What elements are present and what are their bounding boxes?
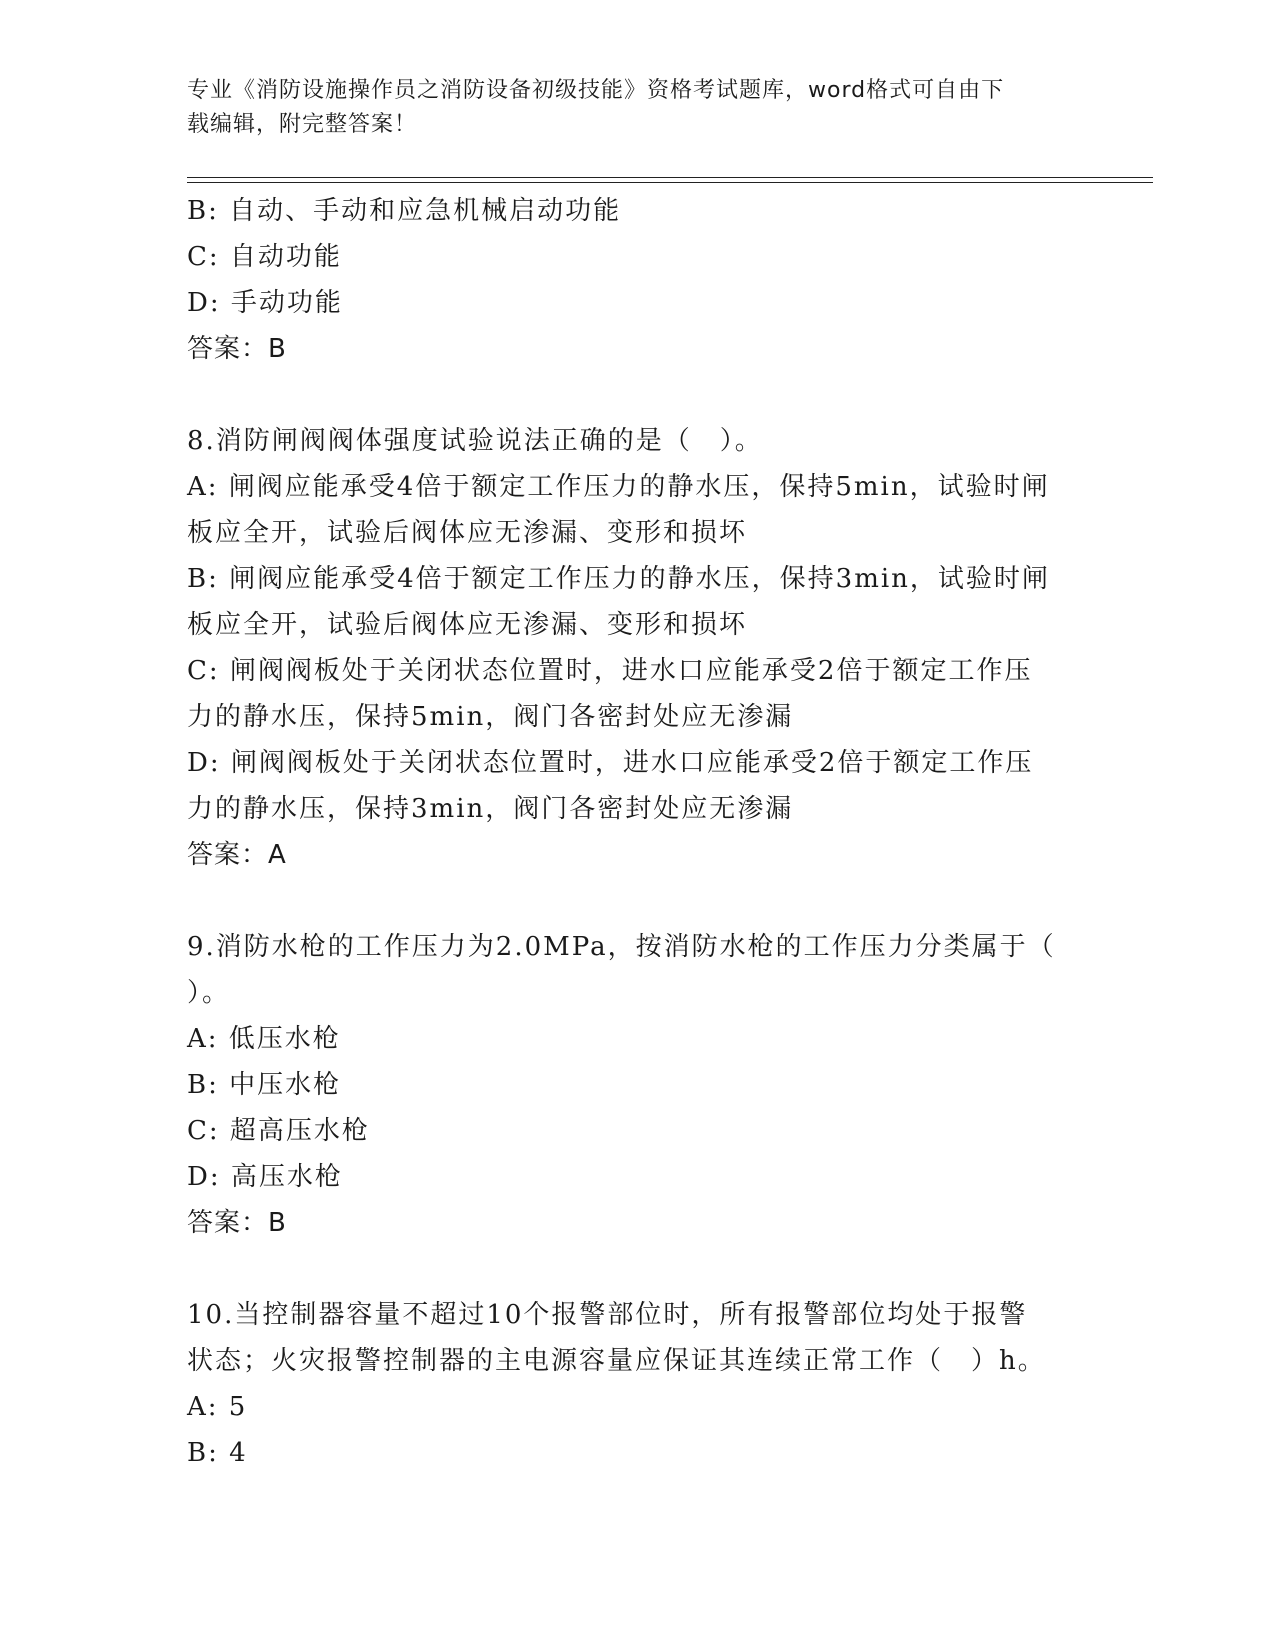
question-10 [187,1292,1087,1476]
q10-option-b: B: 4 [187,1438,248,1468]
q9-answer: 答案：B [187,1208,287,1238]
header-line-2: 载编辑，附完整答案！ [187,112,418,137]
q8-option-c-line-1: C: 闸阀阀板处于关闭状态位置时，进水口应能承受2倍于额定工作压 [187,656,1033,686]
q9-option-b: B: 中压水枪 [187,1070,342,1100]
q8-question: 8.消防闸阀阀体强度试验说法正确的是（ ）。 [187,426,763,456]
q10-option-a: A: 5 [187,1392,248,1422]
q10-question-line-1: 10.当控制器容量不超过10个报警部位时，所有报警部位均处于报警 [187,1300,1028,1330]
question-content [187,188,1087,1476]
question-9 [187,924,1087,1246]
q8-option-d-line-1: D: 闸阀阀板处于关闭状态位置时，进水口应能承受2倍于额定工作压 [187,748,1034,778]
q8-option-d-line-2: 力的静水压，保持3min，阀门各密封处应无渗漏 [187,794,794,824]
header-divider-top [187,177,1153,178]
header-divider-bottom [187,182,1153,183]
q10-question-line-2: 状态；火灾报警控制器的主电源容量应保证其连续正常工作（ ）h。 [187,1346,1046,1376]
q9-question-line-2: ）。 [187,978,231,1008]
q9-option-a: A: 低压水枪 [187,1024,341,1054]
q9-question-line-1: 9.消防水枪的工作压力为2.0MPa，按消防水枪的工作压力分类属于（ [187,932,1056,962]
spacer [187,878,1087,924]
q9-option-d: D: 高压水枪 [187,1162,343,1192]
question-8 [187,418,1087,878]
document-header [187,74,1067,142]
q8-option-a-line-2: 板应全开，试验后阀体应无渗漏、变形和损坏 [187,518,748,548]
question-7-tail [187,188,1087,372]
q9-option-c: C: 超高压水枪 [187,1116,370,1146]
header-line-1: 专业《消防设施操作员之消防设备初级技能》资格考试题库，word格式可自由下 [187,78,1005,103]
q8-option-b-line-2: 板应全开，试验后阀体应无渗漏、变形和损坏 [187,610,748,640]
spacer [187,372,1087,418]
q8-option-b-line-1: B: 闸阀应能承受4倍于额定工作压力的静水压，保持3min，试验时闸 [187,564,1050,594]
q7-option-c: C: 自动功能 [187,242,342,272]
q7-option-d: D: 手动功能 [187,288,343,318]
q8-option-c-line-2: 力的静水压，保持5min，阀门各密封处应无渗漏 [187,702,794,732]
q7-option-b: B: 自动、手动和应急机械启动功能 [187,196,622,226]
q8-option-a-line-1: A: 闸阀应能承受4倍于额定工作压力的静水压，保持5min，试验时闸 [187,472,1050,502]
spacer [187,1246,1087,1292]
q8-answer: 答案：A [187,840,287,870]
q7-answer: 答案：B [187,334,287,364]
